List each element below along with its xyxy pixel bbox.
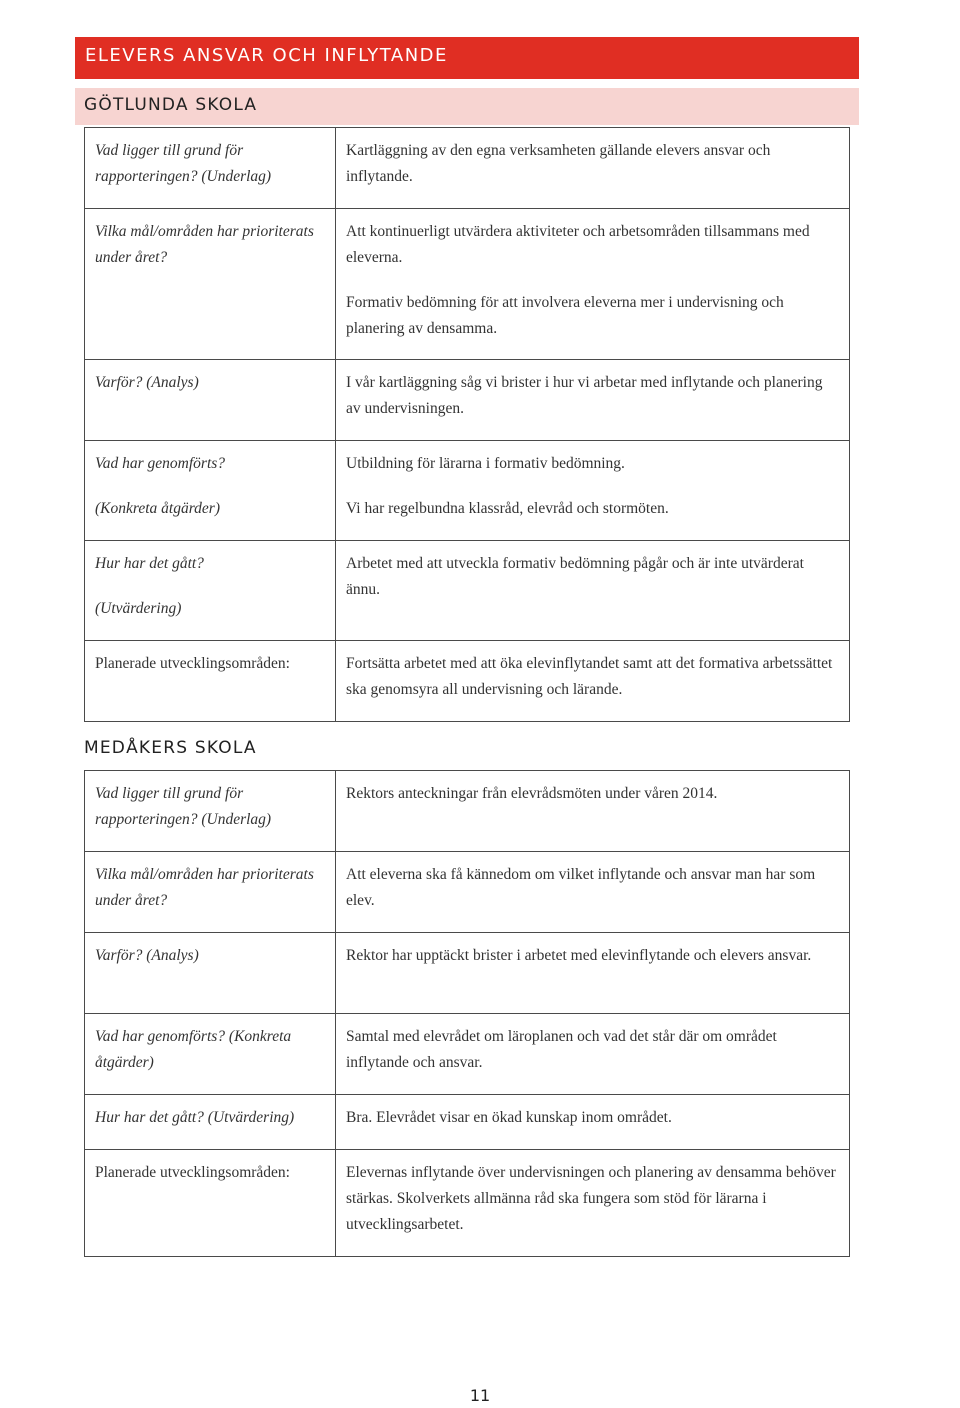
question-text: Vad har genomförts? (Konkreta åtgärder) xyxy=(95,1028,292,1071)
table-row xyxy=(85,1014,850,1095)
page-number: 11 xyxy=(469,1386,491,1405)
answer-text: Vi har regelbundna klassråd, elevråd och stormöten. xyxy=(346,500,669,517)
answer-cell xyxy=(336,1095,850,1150)
answer-text: Rektors anteckningar från elevrådsmöten under våren 2014. xyxy=(346,785,718,802)
question-text: (Konkreta åtgärder) xyxy=(95,500,220,517)
table-row xyxy=(85,441,850,541)
question-cell xyxy=(85,541,336,641)
question-text: Hur har det gått? (Utvärdering) xyxy=(95,1109,295,1126)
answer-cell xyxy=(336,933,850,1014)
answer-cell xyxy=(336,441,850,541)
answer-cell xyxy=(336,128,850,209)
school-heading-medaker: MEDÅKERS SKOLA xyxy=(84,738,257,758)
gotlunda-table xyxy=(84,127,850,722)
table-row xyxy=(85,541,850,641)
school-heading-gotlunda: GÖTLUNDA SKOLA xyxy=(75,88,859,125)
question-cell xyxy=(85,360,336,441)
question-text: Vad ligger till grund för rapporteringen? (Underlag) xyxy=(95,785,272,828)
answer-text: Att eleverna ska få kännedom om vilket inflytande och ansvar man har som elev. xyxy=(346,866,816,909)
question-cell xyxy=(85,209,336,360)
question-cell xyxy=(85,933,336,1014)
question-cell xyxy=(85,1095,336,1150)
table-row xyxy=(85,852,850,933)
answer-text: Kartläggning av den egna verksamheten gällande elevers ansvar och inflytande. xyxy=(346,142,771,185)
question-cell xyxy=(85,1150,336,1257)
answer-cell xyxy=(336,1014,850,1095)
answer-text: Att kontinuerligt utvärdera aktiviteter och arbetsområden tillsammans med eleverna. xyxy=(346,223,810,266)
question-cell xyxy=(85,128,336,209)
question-text: Planerade utvecklingsområden: xyxy=(95,1164,290,1181)
answer-text: Arbetet med att utveckla formativ bedömning pågår och är inte utvärderat ännu. xyxy=(346,555,804,598)
question-text: Varför? (Analys) xyxy=(95,374,199,391)
answer-cell xyxy=(336,641,850,722)
table-row xyxy=(85,641,850,722)
answer-text: Fortsätta arbetet med att öka elevinflytandet samt att det formativa arbetssättet ska genomsyra all undervisning och lärande. xyxy=(346,655,833,698)
answer-cell xyxy=(336,771,850,852)
table-row xyxy=(85,933,850,1014)
question-text: Hur har det gått? xyxy=(95,555,204,572)
table-row xyxy=(85,209,850,360)
answer-text: Rektor har upptäckt brister i arbetet med elevinflytande och elevers ansvar. xyxy=(346,947,812,964)
table-row xyxy=(85,1095,850,1150)
question-text: Vilka mål/områden har prioriterats under året? xyxy=(95,223,314,266)
answer-text: Samtal med elevrådet om läroplanen och vad det står där om området inflytande och ansvar. xyxy=(346,1028,777,1071)
answer-text: I vår kartläggning såg vi brister i hur vi arbetar med inflytande och planering av undervisningen. xyxy=(346,374,823,417)
table-row xyxy=(85,1150,850,1257)
answer-cell xyxy=(336,852,850,933)
question-cell xyxy=(85,641,336,722)
question-text: (Utvärdering) xyxy=(95,600,182,617)
question-text: Vilka mål/områden har prioriterats under året? xyxy=(95,866,314,909)
section-title: ELEVERS ANSVAR OCH INFLYTANDE xyxy=(75,37,859,79)
question-text: Vad har genomförts? xyxy=(95,455,226,472)
answer-cell xyxy=(336,541,850,641)
answer-cell xyxy=(336,209,850,360)
table-row xyxy=(85,128,850,209)
table-row xyxy=(85,360,850,441)
table-row xyxy=(85,771,850,852)
medaker-table xyxy=(84,770,850,1257)
question-cell xyxy=(85,1014,336,1095)
question-text: Varför? (Analys) xyxy=(95,947,199,964)
question-cell xyxy=(85,852,336,933)
question-cell xyxy=(85,441,336,541)
question-text: Planerade utvecklingsområden: xyxy=(95,655,290,672)
answer-text: Formativ bedömning för att involvera eleverna mer i undervisning och planering av densamma. xyxy=(346,294,784,337)
answer-cell xyxy=(336,360,850,441)
answer-text: Bra. Elevrådet visar en ökad kunskap inom området. xyxy=(346,1109,672,1126)
answer-text: Utbildning för lärarna i formativ bedömning. xyxy=(346,455,625,472)
question-cell xyxy=(85,771,336,852)
answer-text: Elevernas inflytande över undervisningen och planering av densamma behöver stärkas. Skolverkets allmänna råd ska fungera som stöd för lärarna i utvecklingsarbetet. xyxy=(346,1164,836,1233)
answer-cell xyxy=(336,1150,850,1257)
question-text: Vad ligger till grund för rapporteringen? (Underlag) xyxy=(95,142,272,185)
